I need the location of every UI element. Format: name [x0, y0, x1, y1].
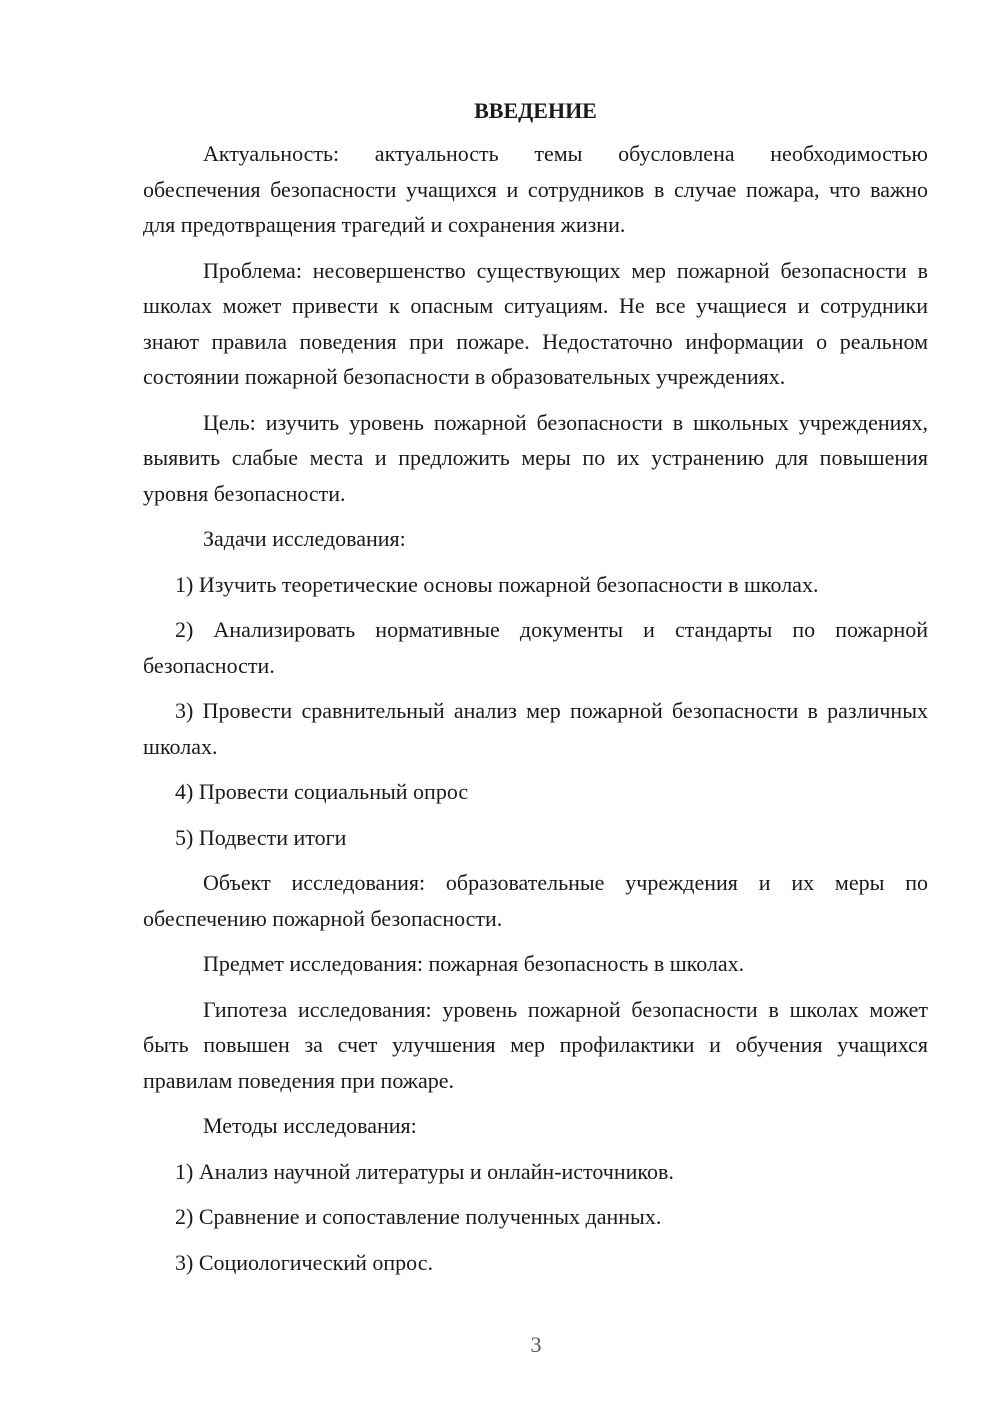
task-item-2: 2) Анализировать нормативные документы и стандарты по пожарной безопасности.: [143, 617, 928, 678]
tasks-heading: Задачи исследования:: [203, 526, 406, 551]
task-item-1: 1) Изучить теоретические основы пожарной безопасности в школах.: [175, 571, 819, 597]
methods-heading: Методы исследования:: [203, 1113, 417, 1138]
object-paragraph: Объект исследования: образовательные учреждения и их меры по обеспечению пожарной безопасности.: [143, 870, 928, 931]
section-title: ВВЕДЕНИЕ: [474, 98, 597, 123]
subject-paragraph: Предмет исследования: пожарная безопасность в школах.: [203, 951, 745, 976]
page-content: [143, 96, 928, 1290]
relevance-paragraph: Актуальность: актуальность темы обусловлена необходимостью обеспечения безопасности учащихся и сотрудников в случае пожара, что важно для предотвращения трагедий и сохранения жизни.: [143, 141, 928, 237]
method-item-1: 1) Анализ научной литературы и онлайн-источников.: [175, 1158, 674, 1184]
task-item-4: 4) Провести социальный опрос: [175, 779, 469, 804]
hypothesis-paragraph: Гипотеза исследования: уровень пожарной безопасности в школах может быть повышен за счет улучшения мер профилактики и обучения учащихся правилам поведения при пожаре.: [143, 996, 928, 1093]
page-number: 3: [530, 1332, 542, 1357]
task-item-3: 3) Провести сравнительный анализ мер пожарной безопасности в различных школах.: [143, 698, 928, 759]
task-item-5: 5) Подвести итоги: [175, 824, 347, 850]
method-item-3: 3) Социологический опрос.: [175, 1249, 433, 1275]
method-item-2: 2) Сравнение и сопоставление полученных данных.: [175, 1204, 662, 1229]
problem-paragraph: Проблема: несовершенство существующих мер пожарной безопасности в школах может привести к опасным ситуациям. Не все учащиеся и сотрудники знают правила поведения при пожаре. Недостаточно информации о реальном состоянии пожарной безопасности в образовательных учреждениях.: [143, 257, 928, 389]
goal-paragraph: Цель: изучить уровень пожарной безопасности в школьных учреждениях, выявить слабые места и предложить меры по их устранению для повышения уровня безопасности.: [143, 409, 928, 506]
